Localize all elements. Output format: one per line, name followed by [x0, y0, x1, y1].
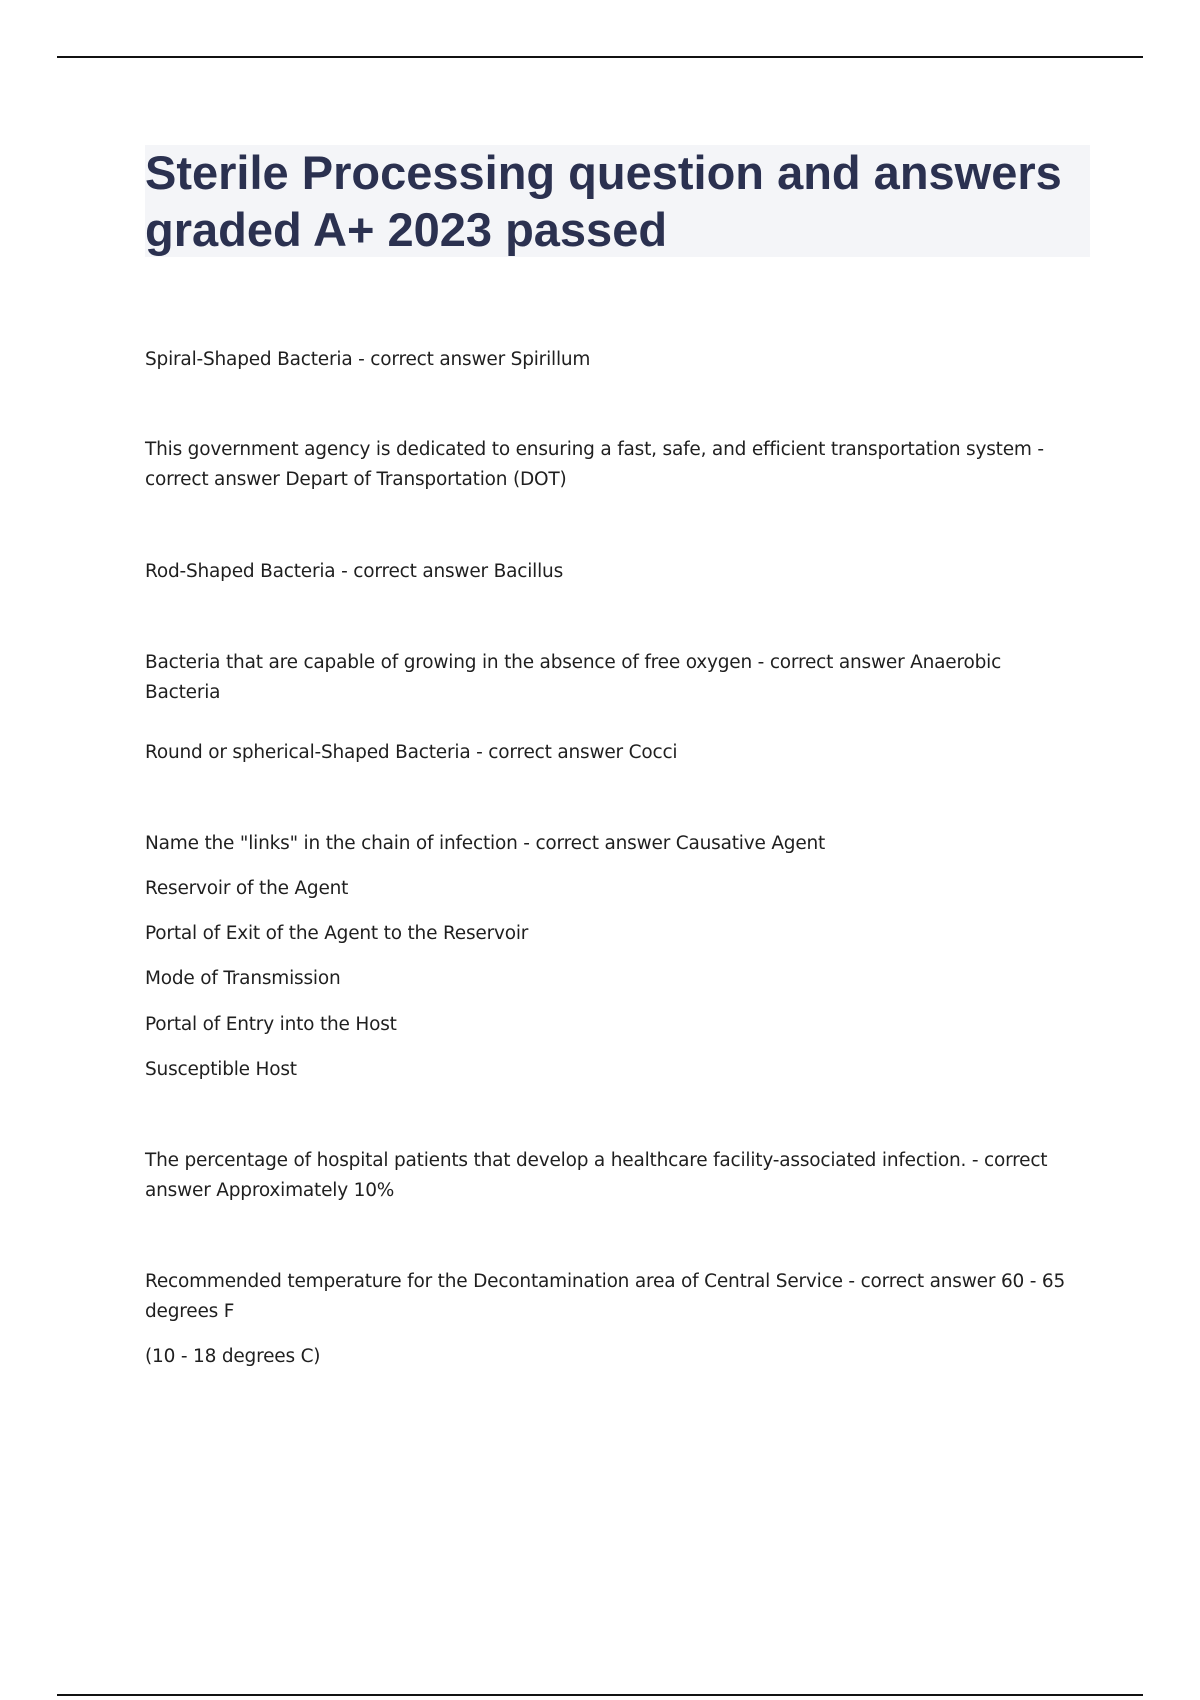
chain-link-portal-exit: Portal of Exit of the Agent to the Reservoir [145, 923, 529, 944]
qa-item-spiral: Spiral-Shaped Bacteria - correct answer Spirillum [145, 349, 591, 370]
qa-item-rod: Rod-Shaped Bacteria - correct answer Bacillus [145, 561, 564, 582]
qa-item-dot: This government agency is dedicated to ensuring a fast, safe, and efficient transportation system - correct answer Depart of Transportation (DOT) [145, 439, 1044, 490]
chain-link-transmission: Mode of Transmission [145, 968, 341, 989]
qa-item-decontamination-temperature: Recommended temperature for the Decontamination area of Central Service - correct answer 60 - 65 degrees F [145, 1271, 1066, 1322]
top-rule [57, 56, 1143, 58]
chain-link-susceptible-host: Susceptible Host [145, 1059, 297, 1080]
bottom-rule [57, 1694, 1143, 1696]
qa-item-cocci: Round or spherical-Shaped Bacteria - correct answer Cocci [145, 742, 678, 763]
document-title: Sterile Processing question and answers graded A+ 2023 passed [145, 146, 1062, 256]
qa-item-chain-of-infection: Name the "links" in the chain of infection - correct answer Causative Agent [145, 833, 826, 854]
chain-link-portal-entry: Portal of Entry into the Host [145, 1014, 397, 1035]
temperature-celsius: (10 - 18 degrees C) [145, 1346, 321, 1367]
chain-link-reservoir: Reservoir of the Agent [145, 878, 349, 899]
qa-item-anaerobic: Bacteria that are capable of growing in the absence of free oxygen - correct answer Anaerobic Bacteria [145, 652, 1002, 703]
qa-item-infection-percentage: The percentage of hospital patients that develop a healthcare facility-associated infection. - correct answer Approximately 10% [145, 1150, 1048, 1201]
